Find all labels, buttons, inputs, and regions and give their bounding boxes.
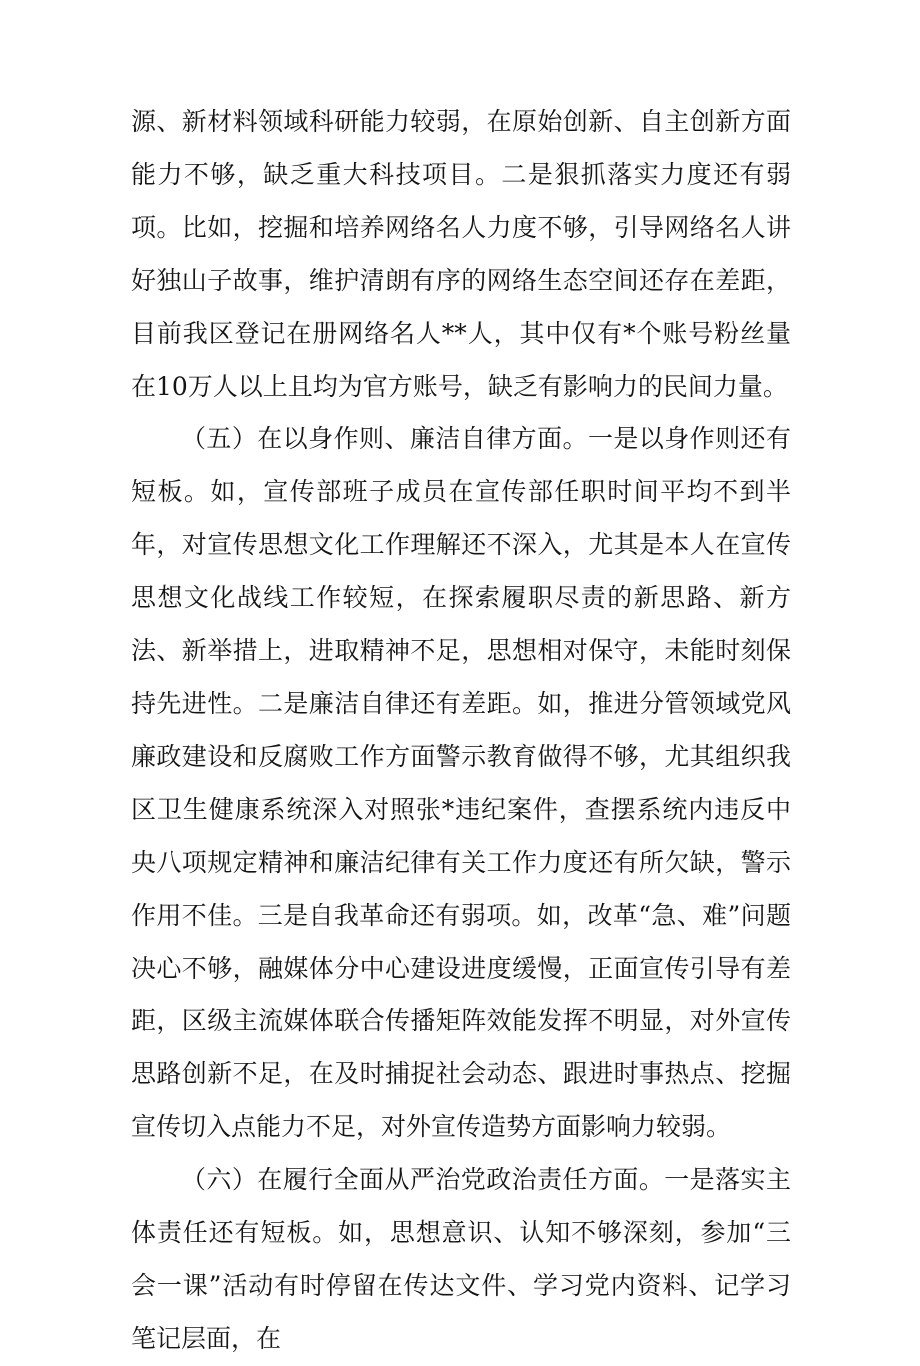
paragraph-section-6: （六）在履行全面从严治党政治责任方面。一是落实主体责任还有短板。如，思想意识、认知不够深刻，参加“三会一课”活动有时停留在传达文件、学习党内资料、记学习笔记层面，在 [131,1165,791,1353]
paragraph-section-5: （五）在以身作则、廉洁自律方面。一是以身作则还有短板。如，宣传部班子成员在宣传部任职时间平均不到半年，对宣传思想文化工作理解还不深入，尤其是本人在宣传思想文化战线工作较短，在探索履职尽责的新思路、新方法、新举措上，进取精神不足，思想相对保守，未能时刻保持先进性。二是廉洁自律还有差距。如，推进分管领域党风廉政建设和反腐败工作方面警示教育做得不够，尤其组织我区卫生健康系统深入对照张*违纪案件，查摆系统内违反中央八项规定精神和廉洁纪律有关工作力度还有所欠缺，警示作用不佳。三是自我革命还有弱项。如，改革“急、难”问题决心不够，融媒体分中心建设进度缓慢，正面宣传引导有差距，区级主流媒体联合传播矩阵效能发挥不明显，对外宣传思路创新不足，在及时捕捉社会动态、跟进时事热点、挖掘宣传切入点能力不足，对外宣传造势方面影响力较弱。 [131,424,791,1142]
body-text [131,96,791,1366]
paragraph-continuation: 源、新材料领域科研能力较弱，在原始创新、自主创新方面能力不够，缺乏重大科技项目。二是狠抓落实力度还有弱项。比如，挖掘和培养网络名人力度不够，引导网络名人讲好独山子故事，维护清朗有序的网络生态空间还存在差距，目前我区登记在册网络名人**人，其中仅有*个账号粉丝量在10万人以上且均为官方账号，缺乏有影响力的民间力量。 [131,107,791,401]
